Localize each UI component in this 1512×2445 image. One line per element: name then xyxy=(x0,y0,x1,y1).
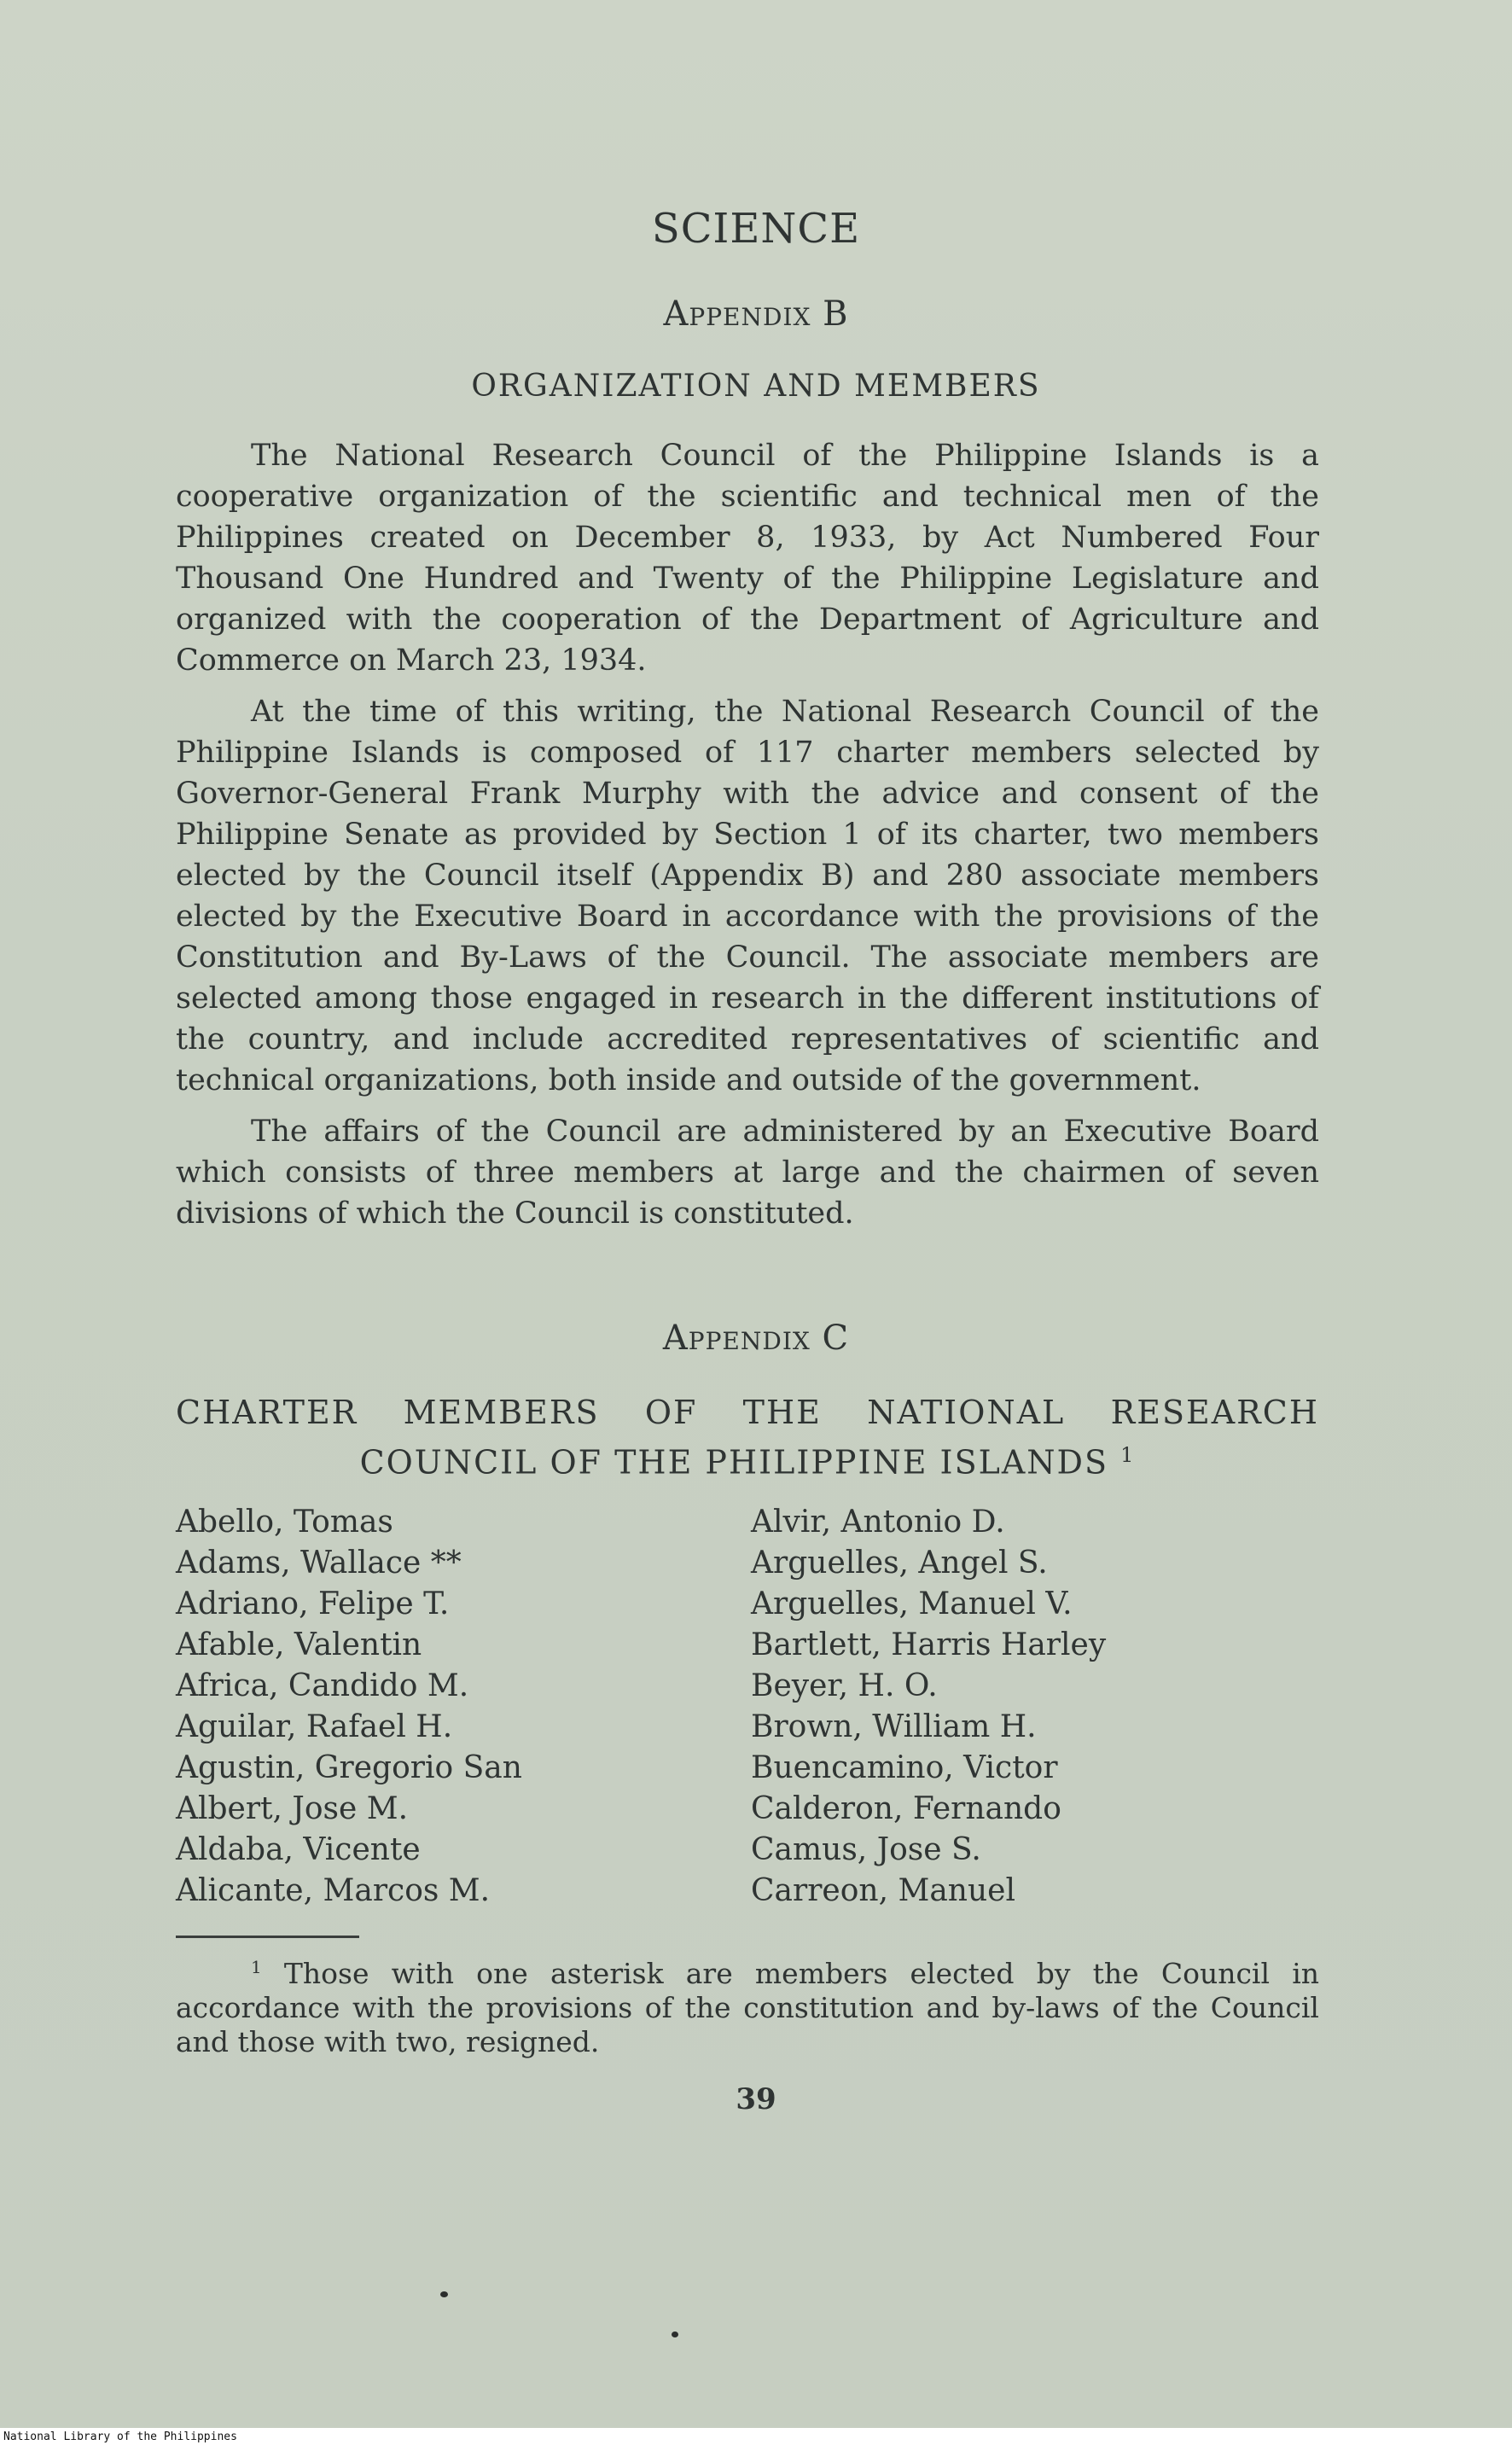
running-head: SCIENCE xyxy=(651,205,861,253)
list-item: Alicante, Marcos M. xyxy=(176,1873,491,1908)
list-item: Alvir, Antonio D. xyxy=(751,1505,1005,1540)
list-item: Buencamino, Victor xyxy=(751,1750,1058,1785)
list-item: Brown, William H. xyxy=(751,1709,1037,1744)
list-item: Beyer, H. O. xyxy=(751,1668,938,1703)
list-item: Africa, Candido M. xyxy=(176,1668,469,1703)
list-item: Bartlett, Harris Harley xyxy=(751,1627,1107,1662)
section-title-line-1: CHARTER MEMBERS OF THE NATIONAL RESEARCH xyxy=(176,1394,1319,1431)
appendix-c-title: Appendix C xyxy=(662,1319,850,1358)
appendix-b-body xyxy=(176,435,1319,1244)
section-title-line-2 xyxy=(176,1434,1319,1484)
list-item: Adriano, Felipe T. xyxy=(176,1586,450,1621)
library-credit: National Library of the Philippines xyxy=(0,2430,241,2443)
list-item: Afable, Valentin xyxy=(176,1627,422,1662)
list-item: Aguilar, Rafael H. xyxy=(176,1709,453,1744)
footnote-text: Those with one asterisk are members elected by the Council in accordance with the provisions of the constitution and by-laws of the Council and those with two, resigned. xyxy=(176,1957,1320,2058)
list-item: Arguelles, Manuel V. xyxy=(751,1586,1073,1621)
list-item: Calderon, Fernando xyxy=(751,1791,1061,1826)
members-column-left xyxy=(176,1502,522,1912)
section-title-line-2-text: COUNCIL OF THE PHILIPPINE ISLANDS xyxy=(359,1443,1109,1482)
paper-speck xyxy=(672,2331,678,2337)
list-item: Arguelles, Angel S. xyxy=(751,1546,1048,1581)
paragraph: The National Research Council of the Philippine Islands is a cooperative organization of the scientific and technical men of the Philippines created on December 8, 1933, by Act Numbered Four Thousand One Hundred and Twenty of the Philippine Legislature and organized with the cooperation of the Department of Agriculture and Commerce on March 23, 1934. xyxy=(176,439,1319,678)
list-item: Carreon, Manuel xyxy=(751,1873,1015,1908)
footnote-divider xyxy=(176,1936,359,1938)
page-number: 39 xyxy=(736,2082,776,2116)
paper-speck xyxy=(440,2291,448,2297)
list-item: Abello, Tomas xyxy=(176,1505,393,1540)
members-column-right xyxy=(751,1502,1106,1912)
list-item: Aldaba, Vicente xyxy=(176,1832,421,1867)
footnote-body xyxy=(176,1950,1319,2059)
list-item: Camus, Jose S. xyxy=(751,1832,981,1867)
list-item: Agustin, Gregorio San xyxy=(176,1750,522,1785)
appendix-b-title: Appendix B xyxy=(663,294,849,334)
appendix-b-section-title: ORGANIZATION AND MEMBERS xyxy=(471,369,1041,404)
paragraph: At the time of this writing, the National Research Council of the Philippine Islands is composed of 117 charter members selected by Governor-General Frank Murphy with the advice and consent of the Philippine Senate as provided by Section 1 of its charter, two members elected by the Council itself (Appendix B) and 280 associate members elected by the Executive Board in accordance with the provisions of the Constitution and By-Laws of the Council. The associate members are selected among those engaged in research in the different institutions of the country, and include accredited representatives of scientific and technical organizations, both inside and outside of the government. xyxy=(176,695,1319,1097)
footnote xyxy=(176,1950,1319,2059)
list-item: Albert, Jose M. xyxy=(176,1791,409,1826)
footnote-reference: 1 xyxy=(1120,1443,1136,1467)
list-item: Adams, Wallace ** xyxy=(176,1546,462,1581)
appendix-c-section-title xyxy=(176,1391,1319,1484)
footnote-marker: 1 xyxy=(251,1957,262,1977)
paragraph: The affairs of the Council are administered by an Executive Board which consists of three members at large and the chairmen of seven divisions of which the Council is constituted. xyxy=(176,1115,1319,1231)
